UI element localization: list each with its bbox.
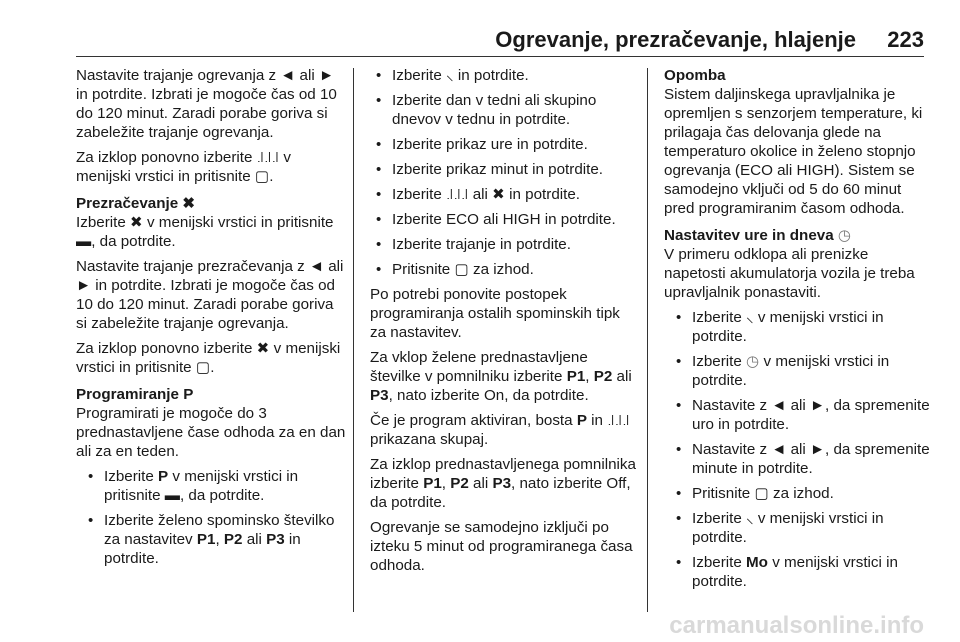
list-item: • Izberite ⸜ v menijski vrstici in potrdite. bbox=[664, 509, 930, 547]
page-number: 223 bbox=[887, 27, 924, 52]
column-right bbox=[664, 66, 930, 597]
bullet-list bbox=[664, 308, 930, 591]
list-item: • Izberite ECO ali HIGH in potrdite. bbox=[370, 210, 640, 229]
bullet-list bbox=[76, 467, 346, 568]
clock-icon: ◷ bbox=[746, 353, 760, 370]
paragraph: Po potrebi ponovite postopek programiranja ostalih spominskih tipk za nastavitev. bbox=[370, 286, 620, 341]
paragraph: Nastavite trajanje prezračevanja z ◄ ali ► in potrdite. Izbrati je mogoče čas od 10 do 120 minut. Zaradi porabe goriva si zabeležite trajanje ogrevanja. bbox=[76, 258, 344, 332]
bullet-list bbox=[370, 66, 640, 279]
back-icon: ▢ bbox=[195, 359, 211, 376]
list-item: • Nastavite z ◄ ali ►, da spremenite minute in potrdite. bbox=[664, 440, 930, 478]
paragraph: Ogrevanje se samodejno izključi po izteku 5 minut od programiranega časa odhoda. bbox=[370, 519, 633, 574]
list-item: • Izberite ⸜ in potrdite. bbox=[370, 66, 640, 85]
column-divider bbox=[353, 68, 354, 612]
tool-icon: ⸜ bbox=[746, 309, 754, 326]
paragraph: Nastavite trajanje ogrevanja z ◄ ali ► in potrdite. Izbrati je mogoče čas od 10 do 120 minut. Zaradi porabe goriva si zabeležite trajanje ogrevanja. bbox=[76, 67, 337, 141]
list-item: • Izberite Mo v menijski vrstici in potrdite. bbox=[664, 553, 930, 591]
fan-icon: ✖ bbox=[492, 186, 505, 203]
column-left bbox=[76, 66, 346, 574]
watermark: carmanualsonline.info bbox=[669, 612, 924, 639]
heating-icon: ꜌꜌꜌ bbox=[256, 149, 280, 166]
list-item: • Izberite ◷ v menijski vrstici in potrdite. bbox=[664, 352, 930, 390]
confirm-icon: ▬ bbox=[76, 233, 92, 250]
paragraph: Za vklop želene prednastavljene številke v pomnilniku izberite P1, P2 ali P3, nato izberite On, da potrdite. bbox=[370, 349, 632, 404]
list-item: • Izberite ꜌꜌꜌ ali ✖ in potrdite. bbox=[370, 185, 640, 204]
section-heading: Programiranje P bbox=[76, 386, 194, 403]
page-title: Ogrevanje, prezračevanje, hlajenje bbox=[495, 27, 856, 52]
fan-icon: ✖ bbox=[182, 195, 196, 212]
back-icon: ▢ bbox=[754, 485, 769, 502]
list-item: • Izberite prikaz ure in potrdite. bbox=[370, 135, 640, 154]
paragraph: Programirati je mogoče do 3 prednastavljene čase odhoda za en dan ali za en teden. bbox=[76, 405, 346, 460]
note-block: Opomba Sistem daljinskega upravljalnika je opremljen s senzorjem temperature, ki prilagaja čas delovanja glede na temperaturo okolice in želeno stopnjo ogrevanja (ECO ali HIGH). Sistem se samodejno vključi od 5 do 60 minut pred programiranim časom odhoda. bbox=[664, 67, 923, 217]
paragraph: V primeru odklopa ali prenizke napetosti akumulatorja vozila je treba upravljalnik ponastaviti. bbox=[664, 246, 915, 301]
paragraph: Izberite ✖ v menijski vrstici in pritisnite ▬, da potrdite. bbox=[76, 214, 334, 250]
list-item: • Pritisnite ▢ za izhod. bbox=[370, 260, 640, 279]
list-item: • Izberite želeno spominsko številko za nastavitev P1, P2 ali P3 in potrdite. bbox=[76, 511, 346, 568]
paragraph: Za izklop ponovno izberite ✖ v menijski vrstici in pritisnite ▢. bbox=[76, 340, 341, 376]
confirm-icon: ▬ bbox=[164, 487, 180, 504]
fan-icon: ✖ bbox=[130, 214, 143, 231]
list-item: • Nastavite z ◄ ali ►, da spremenite uro in potrdite. bbox=[664, 396, 930, 434]
section-heading: Prezračevanje ✖ bbox=[76, 195, 196, 212]
list-item: • Izberite dan v tedni ali skupino dnevov v tednu in potrdite. bbox=[370, 91, 640, 129]
column-divider bbox=[647, 68, 648, 612]
tool-icon: ⸜ bbox=[446, 67, 454, 84]
list-item: • Izberite prikaz minut in potrdite. bbox=[370, 160, 640, 179]
heating-icon: ꜌꜌꜌ bbox=[446, 186, 469, 203]
note-title: Opomba bbox=[664, 67, 726, 84]
list-item: • Izberite trajanje in potrdite. bbox=[370, 235, 640, 254]
back-icon: ▢ bbox=[454, 261, 469, 278]
header-divider bbox=[76, 56, 924, 57]
list-item: • Pritisnite ▢ za izhod. bbox=[664, 484, 930, 503]
list-item: • Izberite P v menijski vrstici in pritisnite ▬, da potrdite. bbox=[76, 467, 346, 505]
column-middle bbox=[370, 66, 640, 581]
tool-icon: ⸜ bbox=[746, 510, 754, 527]
heating-icon: ꜌꜌꜌ bbox=[607, 412, 630, 429]
fan-icon: ✖ bbox=[256, 340, 270, 357]
section-heading: Nastavitev ure in dneva ◷ bbox=[664, 227, 852, 244]
page-header bbox=[0, 0, 960, 56]
back-icon: ▢ bbox=[254, 168, 270, 185]
clock-icon: ◷ bbox=[837, 227, 852, 244]
paragraph: Za izklop prednastavljenega pomnilnika izberite P1, P2 ali P3, nato izberite Off, da potrdite. bbox=[370, 456, 636, 511]
paragraph: Za izklop ponovno izberite ꜌꜌꜌ v menijski vrstici in pritisnite ▢. bbox=[76, 149, 291, 185]
list-item: • Izberite ⸜ v menijski vrstici in potrdite. bbox=[664, 308, 930, 346]
paragraph: Če je program aktiviran, bosta P in ꜌꜌꜌ prikazana skupaj. bbox=[370, 412, 630, 448]
